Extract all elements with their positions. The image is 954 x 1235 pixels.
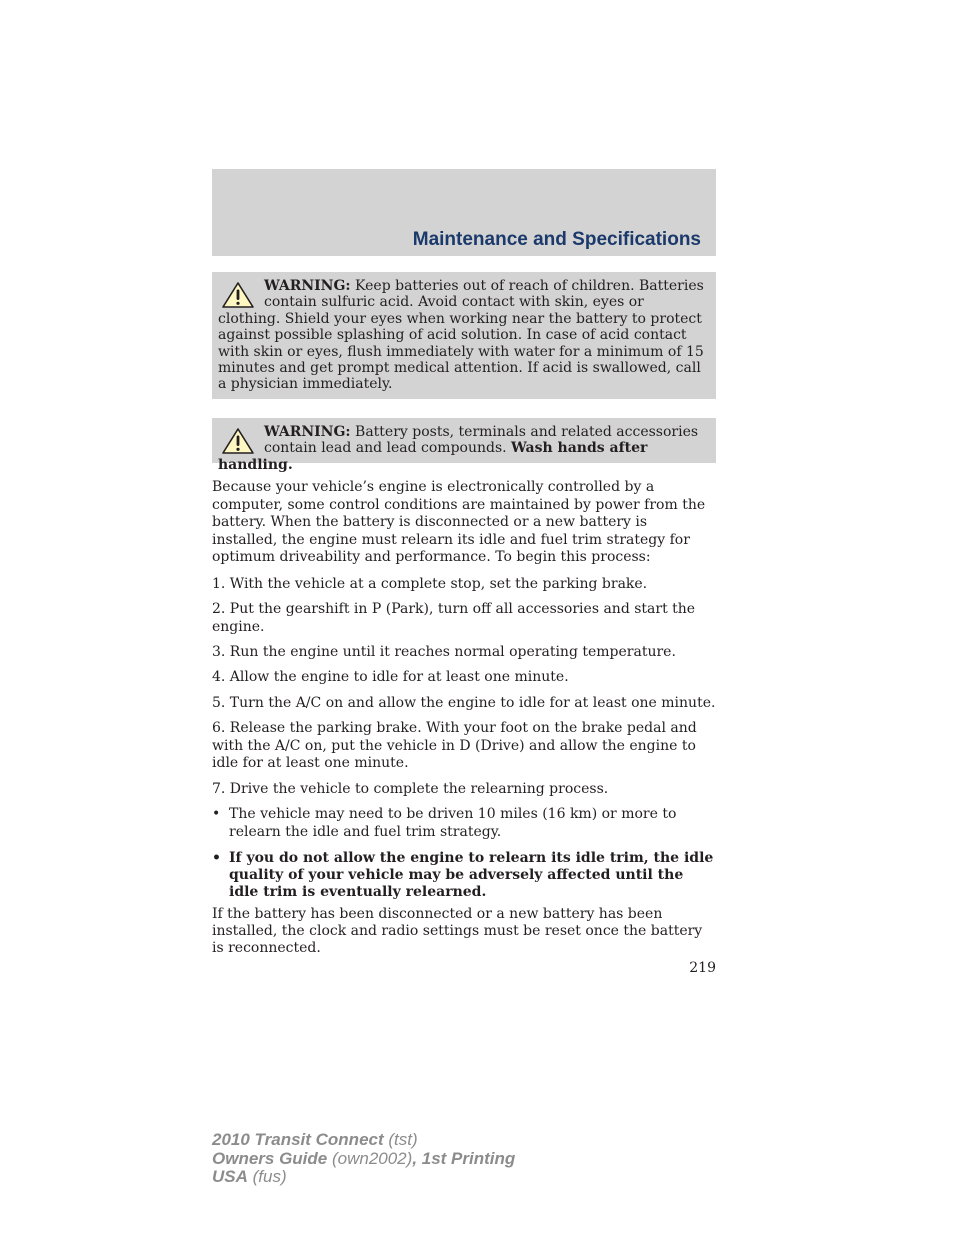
step-3: 3. Run the engine until it reaches normal operating temperature. (212, 644, 676, 660)
footer-printing: , 1st Printing (412, 1148, 516, 1168)
bullet-text: If you do not allow the engine to relearn its idle trim, the idle quality of your vehicle may be adversely affected until the idle trim is eventually relearned. (229, 850, 714, 900)
warning-text: Battery posts, terminals and related accessories contain lead and lead compounds. (264, 424, 699, 457)
step-4: 4. Allow the engine to idle for at least one minute. (212, 669, 569, 685)
footer-model-code: (tst) (383, 1130, 418, 1149)
footer-line-model (212, 1131, 515, 1150)
section-header-band (212, 169, 716, 256)
page-number: 219 (689, 960, 716, 976)
document-footer (212, 1131, 515, 1187)
warning-triangle-icon (221, 427, 255, 455)
step-6: 6. Release the parking brake. With your foot on the brake pedal and with the A/C on, put the vehicle in D (Drive) and allow the engine to idle for at least one minute. (212, 720, 697, 771)
warning-label: WARNING: (264, 278, 351, 294)
intro-paragraph: Because your vehicle’s engine is electronically controlled by a computer, some control conditions are maintained by power from the battery. When the battery is disconnected or a new battery is installed, the engine must relearn its idle and fuel trim strategy for optimum driveability and performance. To begin this process: (212, 479, 706, 565)
footer-line-market (212, 1168, 515, 1187)
section-title: Maintenance and Specifications (412, 229, 701, 250)
bullet-item-important (212, 850, 716, 900)
footer-model: 2010 Transit Connect (212, 1130, 384, 1149)
footer-line-guide (212, 1150, 515, 1169)
bullet-marker: • (212, 806, 221, 822)
step-5: 5. Turn the A/C on and allow the engine to idle for at least one minute. (212, 695, 716, 711)
battery-acid-warning (212, 272, 716, 399)
footer-market-code: (fus) (247, 1167, 287, 1186)
lead-compounds-warning (212, 418, 716, 473)
step-2: 2. Put the gearshift in P (Park), turn off all accessories and start the engine. (212, 601, 696, 635)
bullet-text: The vehicle may need to be driven 10 miles (16 km) or more to relearn the idle and fuel trim strategy. (229, 806, 677, 840)
warning-triangle-icon (221, 281, 255, 309)
closing-paragraph: If the battery has been disconnected or a new battery has been installed, the clock and radio settings must be reset once the battery is reconnected. (212, 906, 703, 956)
warning-label: WARNING: (264, 424, 351, 440)
step-7: 7. Drive the vehicle to complete the relearning process. (212, 781, 609, 797)
warning-text: Keep batteries out of reach of children. Batteries contain sulfuric acid. Avoid contact with skin, eyes or clothing. Shield your eyes when working near the battery to protect against possible splashing of acid solution. In case of acid contact with skin or eyes, flush immediately with water for a minimum of 15 minutes and get prompt medical attention. If acid is swallowed, call a physician immediately. (218, 278, 704, 393)
footer-guide: Owners Guide (212, 1148, 328, 1168)
footer-guide-code: (own2002) (327, 1148, 413, 1168)
bullet-item (212, 806, 716, 841)
warning-emphasis: Wash hands after handling. (218, 440, 648, 473)
step-1: 1. With the vehicle at a complete stop, set the parking brake. (212, 576, 648, 592)
bullet-marker: • (212, 850, 221, 866)
footer-market: USA (212, 1167, 248, 1186)
